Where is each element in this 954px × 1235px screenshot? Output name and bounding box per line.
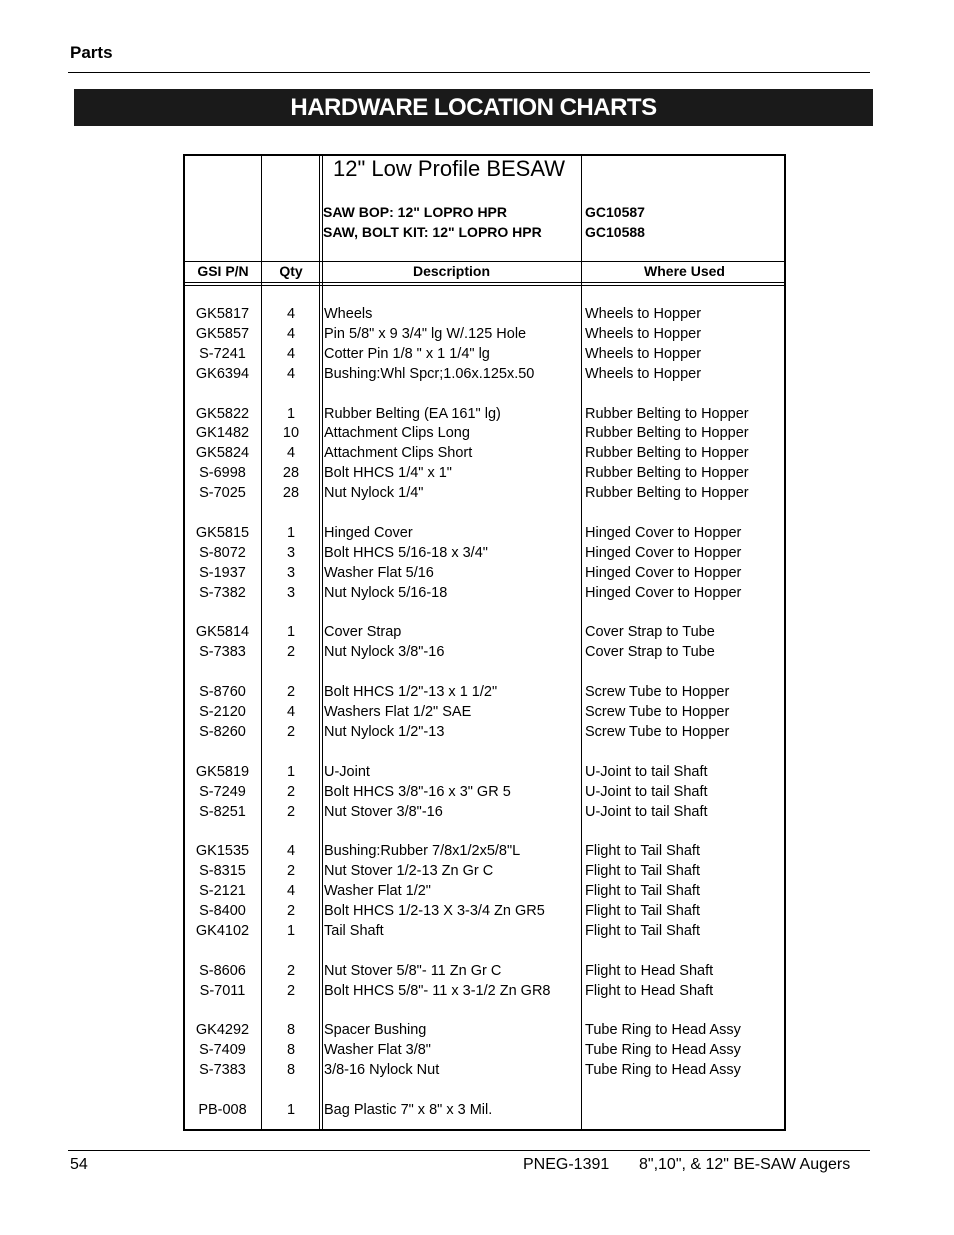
where-used-cell: Tube Ring to Head Assy xyxy=(585,1062,741,1079)
part-number-cell: GK1482 xyxy=(195,425,250,442)
part-number-cell: S-8606 xyxy=(199,962,246,979)
part-number-cell: S-8072 xyxy=(199,544,246,561)
quantity-cell: 3 xyxy=(286,564,296,581)
where-used-cell: Rubber Belting to Hopper xyxy=(585,485,749,502)
description-cell: Tail Shaft xyxy=(324,922,384,939)
where-used-cell: Wheels to Hopper xyxy=(585,345,702,362)
quantity-cell: 2 xyxy=(286,644,296,661)
part-number-cell: GK5824 xyxy=(195,445,250,462)
product-title: 12" Low Profile BESAW xyxy=(333,156,565,181)
description-cell: Bolt HHCS 5/8"- 11 x 3-1/2 Zn GR8 xyxy=(324,982,551,999)
quantity-cell: 1 xyxy=(286,763,296,780)
header-divider xyxy=(185,285,784,286)
part-number-cell: S-6998 xyxy=(199,465,246,482)
part-number-cell: S-8251 xyxy=(199,803,246,820)
quantity-cell: 2 xyxy=(286,863,296,880)
description-cell: Bolt HHCS 1/4" x 1" xyxy=(324,465,452,482)
where-used-cell: Wheels to Hopper xyxy=(585,325,702,342)
where-used-cell: Flight to Tail Shaft xyxy=(585,863,700,880)
kit-name: SAW BOP: 12" LOPRO HPR xyxy=(323,204,507,220)
description-cell: Spacer Bushing xyxy=(324,1022,427,1039)
description-cell: Bolt HHCS 1/2-13 X 3-3/4 Zn GR5 xyxy=(324,903,545,919)
description-cell: Bolt HHCS 5/16-18 x 3/4" xyxy=(324,544,488,561)
part-number-cell: S-2120 xyxy=(199,704,246,720)
description-cell: Washer Flat 3/8" xyxy=(324,1042,431,1059)
where-used-cell: Cover Strap to Tube xyxy=(585,624,715,641)
description-cell: Rubber Belting (EA 161" lg) xyxy=(324,405,501,422)
where-used-cell: Wheels to Hopper xyxy=(585,365,702,382)
part-number-cell: GK5817 xyxy=(195,306,250,322)
description-cell: Nut Stover 1/2-13 Zn Gr C xyxy=(324,863,494,880)
quantity-cell: 2 xyxy=(286,684,296,701)
part-number-cell: S-8400 xyxy=(199,903,246,919)
part-number-cell: GK5819 xyxy=(195,763,250,780)
quantity-cell: 4 xyxy=(286,325,296,342)
kit-code: GC10587 xyxy=(585,204,645,220)
where-used-cell: Cover Strap to Tube xyxy=(585,644,715,661)
where-used-cell: Flight to Tail Shaft xyxy=(585,922,700,939)
quantity-cell: 1 xyxy=(286,405,296,422)
where-used-cell: Tube Ring to Head Assy xyxy=(585,1042,741,1059)
document-number: PNEG-1391 xyxy=(523,1156,610,1173)
part-number-cell: S-7383 xyxy=(199,644,246,661)
part-number-cell: S-7382 xyxy=(199,584,246,601)
description-cell: Wheels xyxy=(324,306,373,322)
description-cell: Nut Nylock 1/4" xyxy=(324,485,424,502)
part-number-cell: S-2121 xyxy=(199,883,246,900)
section-label: Parts xyxy=(70,43,113,62)
where-used-cell: Hinged Cover to Hopper xyxy=(585,564,742,581)
part-number-cell: S-7383 xyxy=(199,1062,246,1079)
description-cell: Bolt HHCS 3/8"-16 x 3" GR 5 xyxy=(324,783,511,800)
page-title: HARDWARE LOCATION CHARTS xyxy=(74,89,873,126)
quantity-cell: 28 xyxy=(282,485,300,502)
where-used-cell: Screw Tube to Hopper xyxy=(585,723,730,740)
where-used-cell: Flight to Head Shaft xyxy=(585,962,714,979)
quantity-cell: 8 xyxy=(286,1062,296,1079)
description-cell: Pin 5/8" x 9 3/4" lg W/.125 Hole xyxy=(324,325,527,342)
part-number-cell: S-7011 xyxy=(199,982,246,999)
quantity-cell: 4 xyxy=(286,365,296,382)
description-cell: Washers Flat 1/2" SAE xyxy=(324,704,472,720)
description-cell: Attachment Clips Short xyxy=(324,445,473,462)
where-used-cell: Hinged Cover to Hopper xyxy=(585,524,742,541)
quantity-cell: 4 xyxy=(286,345,296,362)
where-used-cell: Wheels to Hopper xyxy=(585,306,702,322)
description-cell: Bag Plastic 7" x 8" x 3 Mil. xyxy=(324,1102,493,1118)
column-header-where-used: Where Used xyxy=(644,263,725,279)
kit-code: GC10588 xyxy=(585,224,645,240)
header-rule xyxy=(68,72,870,73)
where-used-cell: Rubber Belting to Hopper xyxy=(585,425,749,442)
kit-name: SAW, BOLT KIT: 12" LOPRO HPR xyxy=(323,224,542,240)
where-used-cell: U-Joint to tail Shaft xyxy=(585,803,708,820)
quantity-cell: 4 xyxy=(286,704,296,720)
description-cell: Cover Strap xyxy=(324,624,402,641)
quantity-cell: 1 xyxy=(286,1102,296,1118)
column-header-pn: GSI P/N xyxy=(197,263,249,279)
where-used-cell: Screw Tube to Hopper xyxy=(585,684,730,701)
description-cell: Nut Nylock 3/8"-16 xyxy=(324,644,445,661)
quantity-cell: 28 xyxy=(282,465,300,482)
part-number-cell: GK5815 xyxy=(195,524,250,541)
quantity-cell: 4 xyxy=(286,445,296,462)
description-cell: Washer Flat 5/16 xyxy=(324,564,434,581)
description-cell: Washer Flat 1/2" xyxy=(324,883,431,900)
where-used-cell: Flight to Tail Shaft xyxy=(585,883,700,900)
description-cell: Hinged Cover xyxy=(324,524,413,541)
quantity-cell: 8 xyxy=(286,1042,296,1059)
quantity-cell: 2 xyxy=(286,723,296,740)
description-cell: U-Joint xyxy=(324,763,370,780)
quantity-cell: 1 xyxy=(286,922,296,939)
where-used-cell: U-Joint to tail Shaft xyxy=(585,783,708,800)
description-cell: Attachment Clips Long xyxy=(324,425,470,442)
part-number-cell: GK6394 xyxy=(195,365,250,382)
description-cell: Nut Nylock 1/2"-13 xyxy=(324,723,445,740)
where-used-cell: U-Joint to tail Shaft xyxy=(585,763,708,780)
where-used-cell: Flight to Tail Shaft xyxy=(585,843,700,860)
where-used-cell: Hinged Cover to Hopper xyxy=(585,544,742,561)
where-used-cell: Flight to Head Shaft xyxy=(585,982,714,999)
part-number-cell: S-7249 xyxy=(199,783,246,800)
part-number-cell: S-8260 xyxy=(199,723,246,740)
quantity-cell: 2 xyxy=(286,803,296,820)
where-used-cell: Screw Tube to Hopper xyxy=(585,704,730,720)
column-divider xyxy=(322,156,323,1129)
part-number-cell: S-8315 xyxy=(199,863,246,880)
header-divider xyxy=(185,282,784,283)
part-number-cell: S-8760 xyxy=(199,684,246,701)
column-header-qty: Qty xyxy=(279,263,303,279)
description-cell: Bushing:Whl Spcr;1.06x.125x.50 xyxy=(324,365,535,382)
where-used-cell: Flight to Tail Shaft xyxy=(585,903,700,919)
part-number-cell: GK5814 xyxy=(195,624,250,641)
quantity-cell: 2 xyxy=(286,783,296,800)
part-number-cell: S-7025 xyxy=(199,485,246,502)
header-divider xyxy=(185,261,784,262)
quantity-cell: 2 xyxy=(286,903,296,919)
quantity-cell: 4 xyxy=(286,306,296,322)
where-used-cell: Rubber Belting to Hopper xyxy=(585,445,749,462)
description-cell: Nut Stover 5/8"- 11 Zn Gr C xyxy=(324,962,502,979)
quantity-cell: 8 xyxy=(286,1022,296,1039)
quantity-cell: 10 xyxy=(282,425,300,442)
quantity-cell: 2 xyxy=(286,962,296,979)
part-number-cell: PB-008 xyxy=(198,1102,247,1118)
description-cell: Nut Stover 3/8"-16 xyxy=(324,803,443,820)
part-number-cell: S-1937 xyxy=(199,564,246,581)
quantity-cell: 4 xyxy=(286,843,296,860)
quantity-cell: 4 xyxy=(286,883,296,900)
column-divider xyxy=(581,156,582,1129)
where-used-cell: Tube Ring to Head Assy xyxy=(585,1022,741,1039)
part-number-cell: GK4292 xyxy=(195,1022,250,1039)
description-cell: Bushing:Rubber 7/8x1/2x5/8"L xyxy=(324,843,521,860)
quantity-cell: 2 xyxy=(286,982,296,999)
part-number-cell: GK5822 xyxy=(195,405,250,422)
quantity-cell: 1 xyxy=(286,524,296,541)
description-cell: Cotter Pin 1/8 " x 1 1/4" lg xyxy=(324,345,490,362)
part-number-cell: GK4102 xyxy=(195,922,250,939)
quantity-cell: 3 xyxy=(286,584,296,601)
part-number-cell: GK5857 xyxy=(195,325,250,342)
description-cell: Nut Nylock 5/16-18 xyxy=(324,584,448,601)
where-used-cell: Rubber Belting to Hopper xyxy=(585,465,749,482)
where-used-cell: Hinged Cover to Hopper xyxy=(585,584,742,601)
description-cell: 3/8-16 Nylock Nut xyxy=(324,1062,440,1079)
quantity-cell: 1 xyxy=(286,624,296,641)
column-header-description: Description xyxy=(412,263,490,279)
part-number-cell: GK1535 xyxy=(195,843,250,860)
page-number: 54 xyxy=(70,1156,88,1173)
quantity-cell: 3 xyxy=(286,544,296,561)
where-used-cell: Rubber Belting to Hopper xyxy=(585,405,749,422)
part-number-cell: S-7409 xyxy=(199,1042,246,1059)
document-subject: 8",10", & 12" BE-SAW Augers xyxy=(639,1156,851,1173)
part-number-cell: S-7241 xyxy=(199,345,246,362)
footer-rule xyxy=(68,1150,870,1151)
description-cell: Bolt HHCS 1/2"-13 x 1 1/2" xyxy=(324,684,498,701)
